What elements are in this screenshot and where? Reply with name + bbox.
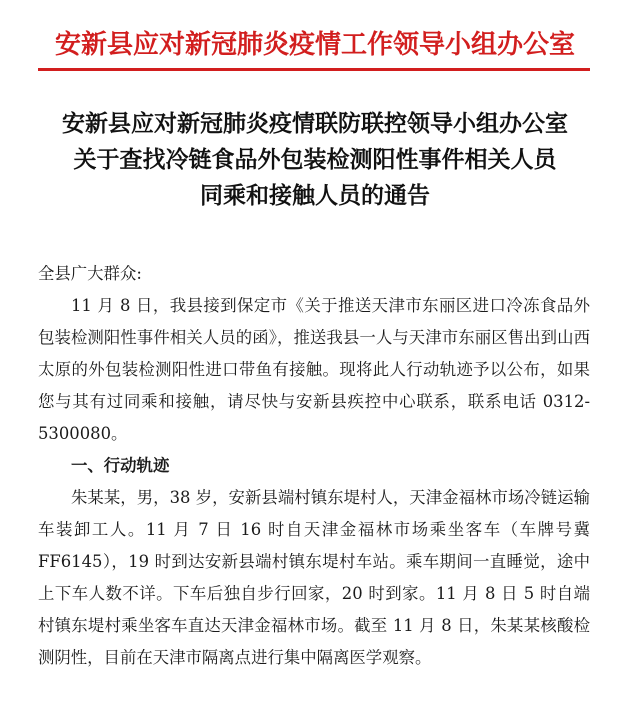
salutation: 全县广大群众:	[38, 264, 142, 283]
document-title-line-1: 安新县应对新冠肺炎疫情联防联控领导小组办公室	[62, 110, 568, 137]
document-title-line-3: 同乘和接触人员的通告	[200, 182, 430, 209]
red-header-divider	[38, 68, 590, 71]
movement-track-paragraph: 朱某某，男，38 岁，安新县端村镇东堤村人，天津金福林市场冷链运输车装卸工人。11 月 7 日 16 时自天津金福林市场乘坐客车（车牌号冀 FF6145），19 时到达安新县端村镇东堤村车站。乘车期间一直睡觉，途中上下车人数不详。下车后独自步行回家，20 时到家。11 月 8 日 5 时自端村镇东堤村乘坐客车直达天津金福林市场。截至 11 月 8 日，朱某某核酸检测阴性，目前在天津市隔离点进行集中隔离医学观察。	[38, 488, 590, 667]
intro-paragraph: 11 月 8 日，我县接到保定市《关于推送天津市东丽区进口冷冻食品外包装检测阳性事件相关人员的函》，推送我县一人与天津市东丽区售出到山西太原的外包装检测阳性进口带鱼有接触。现将此人行动轨迹予以公布，如果您与其有过同乘和接触，请尽快与安新县疾控中心联系，联系电话 0312-5300080。	[38, 296, 590, 443]
document-title	[0, 106, 630, 214]
document-title-line-2: 关于查找冷链食品外包装检测阳性事件相关人员	[73, 146, 557, 173]
document-body	[38, 258, 590, 674]
section-heading-movement-track: 一、行动轨迹	[71, 456, 170, 475]
red-header-organization: 安新县应对新冠肺炎疫情工作领导小组办公室	[54, 30, 575, 60]
